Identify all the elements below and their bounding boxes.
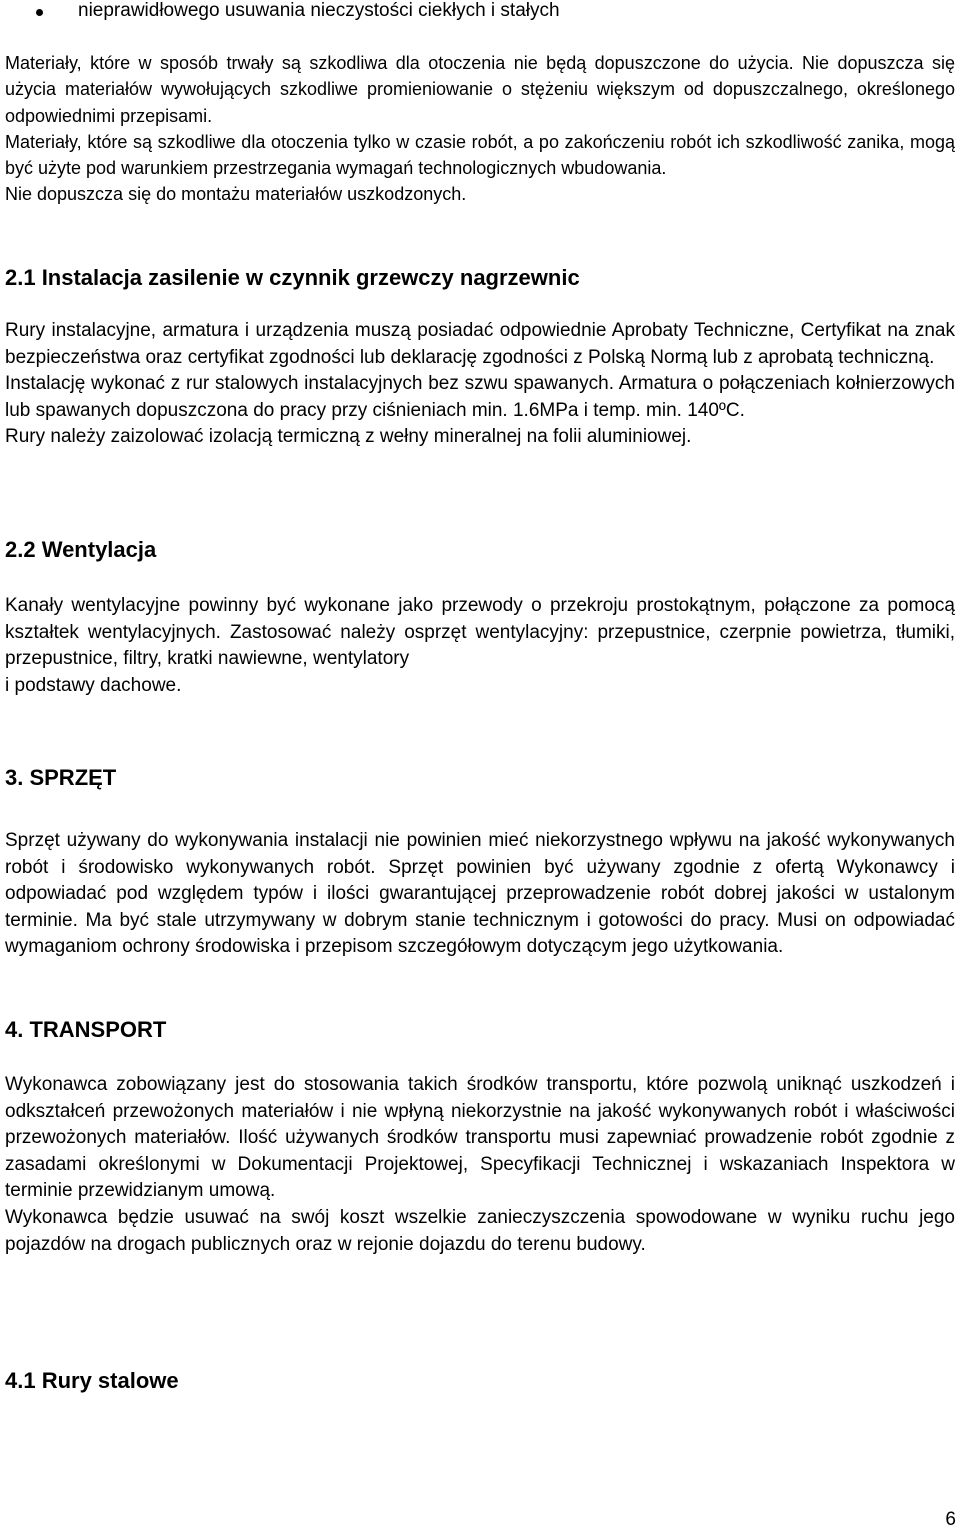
section-2-1-body (5, 318, 955, 451)
page-number: 6 (945, 1509, 956, 1530)
section-4 (5, 1016, 955, 1044)
section-heading: 2.2 Wentylacja (5, 537, 157, 562)
section-heading: 2.1 Instalacja zasilenie w czynnik grzewczy nagrzewnic (5, 265, 580, 290)
paragraph: Kanały wentylacyjne powinny być wykonane jako przewody o przekroju prostokątnym, połączone za pomocą kształtek wentylacyjnych. Zastosować należy osprzęt wentylacyjny: przepustnice, czerpnie powietrza, tłumiki, przepustnice, filtry, kratki nawiewne, wentylatory (5, 595, 955, 670)
paragraph: Sprzęt używany do wykonywania instalacji nie powinien mieć niekorzystnego wpływu na jakość wykonywanych robót i środowisko wykonywanych robót. Sprzęt powinien być używany zgodnie z ofertą Wykonawcy i odpowiadać pod względem typów i ilości gwarantującej przeprowadzenie robót dobrej jakości w ustalonym terminie. Ma być stale utrzymywany w dobrym stanie technicznym i gotowości do pracy. Musi on odpowiadać wymaganiom ochrony środowiska i przepisom szczegółowym dotyczącym jego użytkowania. (5, 830, 955, 958)
paragraph: Materiały, które są szkodliwe dla otoczenia tylko w czasie robót, a po zakończeniu robót ich szkodliwość zanika, mogą być użyte pod warunkiem przestrzegania wymagań technologicznych wbudowania. (5, 131, 955, 179)
section-3 (5, 764, 955, 792)
section-2-2-body (5, 593, 955, 699)
section-heading: 3. SPRZĘT (5, 765, 117, 790)
section-heading: 4.1 Rury stalowe (5, 1368, 179, 1393)
paragraph: Rury należy zaizolować izolacją termiczną z wełny mineralnej na folii aluminiowej. (5, 426, 692, 448)
paragraph: Wykonawca będzie usuwać na swój koszt wszelkie zanieczyszczenia spowodowane w wyniku ruchu jego pojazdów na drogach publicznych oraz w rejonie dojazdu do terenu budowy. (5, 1206, 955, 1255)
bullet-list-item (0, 0, 955, 26)
paragraph: Wykonawca zobowiązany jest do stosowania takich środków transportu, które pozwolą uniknąć uszkodzeń i odkształceń przewożonych materiałów i nie wpłyną niekorzystnie na jakość wykonywanych robót i właściwości przewożonych materiałów. Ilość używanych środków transportu musi zapewniać prowadzenie robót zgodnie z zasadami określonymi w Dokumentacji Projektowej, Specyfikacji Technicznej i wskazaniach Inspektora w terminie przewidzianym umową. (5, 1074, 955, 1202)
section-heading: 4. TRANSPORT (5, 1017, 167, 1042)
section-2-1 (5, 264, 955, 292)
section-4-body (5, 1072, 955, 1258)
section-3-body (5, 828, 955, 961)
bullet-text: nieprawidłowego usuwania nieczystości ciekłych i stałych (78, 0, 560, 21)
paragraph: Instalację wykonać z rur stalowych instalacyjnych bez szwu spawanych. Armatura o połączeniach kołnierzowych lub spawanych dopuszczona do pracy przy ciśnieniach min. 1.6MPa i temp. min. 140ºC. (5, 373, 955, 421)
bullet-icon (36, 9, 43, 16)
section-4-1 (5, 1367, 955, 1395)
paragraph: i podstawy dachowe. (5, 674, 182, 696)
paragraph: Materiały, które w sposób trwały są szkodliwa dla otoczenia nie będą dopuszczone do użycia. Nie dopuszcza się użycia materiałów wywołujących szkodliwe promieniowanie o stężeniu większym od dopuszczalnego, określonego odpowiednimi przepisami. (5, 53, 955, 126)
section-2-intro (5, 50, 955, 208)
paragraph: Rury instalacyjne, armatura i urządzenia muszą posiadać odpowiednie Aprobaty Techniczne, Certyfikat na znak bezpieczeństwa oraz certyfikat zgodności lub deklarację zgodności z Polską Normą lub z aprobatą techniczną. (5, 320, 955, 368)
paragraph: Nie dopuszcza się do montażu materiałów uszkodzonych. (5, 184, 467, 205)
section-2-2 (5, 536, 955, 564)
